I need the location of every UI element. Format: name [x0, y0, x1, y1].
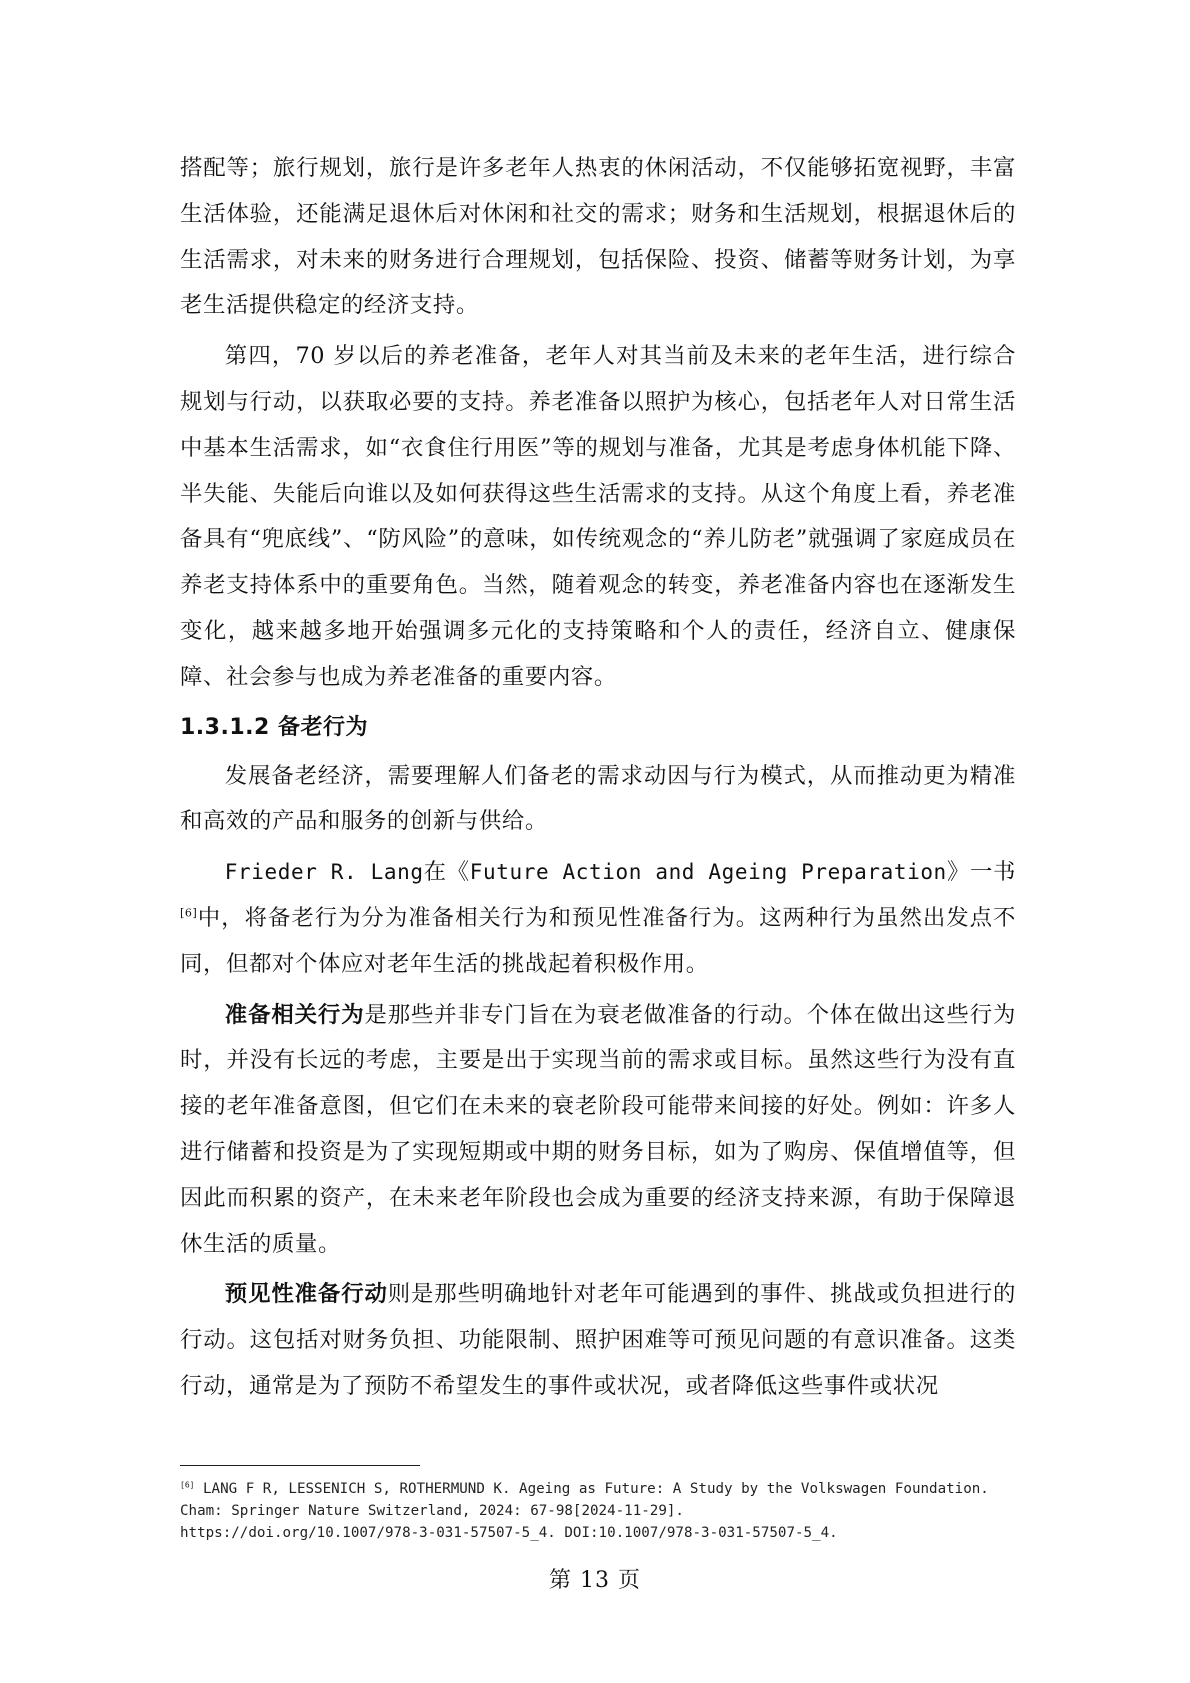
- bold-term: 准备相关行为: [224, 1001, 365, 1028]
- footnote-reference[interactable]: [6]: [180, 906, 198, 920]
- book-close-quote: 》一书: [946, 859, 1016, 886]
- body-text: [180, 146, 1016, 1415]
- book-title: Future Action and Ageing Preparation: [469, 860, 947, 885]
- paragraph-preparation-related-behavior: [180, 993, 1016, 1268]
- footnote-divider: [180, 1465, 420, 1466]
- footnote: [180, 1478, 1020, 1544]
- author-name: Frieder R. Lang: [224, 860, 424, 885]
- page-number: 第 13 页: [549, 1568, 641, 1593]
- footnote-line: Cham: Springer Nature Switzerland, 2024: 67-98[2024-11-29].: [180, 1503, 684, 1519]
- paragraph-lang-citation: [180, 850, 1016, 987]
- section-heading: 1.3.1.2 备老行为: [180, 714, 368, 740]
- footnote-marker: [6]: [180, 1480, 195, 1490]
- book-open-quote: 在《: [423, 859, 470, 886]
- footnote-line: [180, 1478, 1020, 1500]
- bold-term: 预见性准备行动: [224, 1281, 388, 1308]
- paragraph-travel-finance-planning: [180, 146, 1016, 329]
- footnote-doi-link[interactable]: https://doi.org/10.1007/978-3-031-57507-5_4. DOI:10.1007/978-3-031-57507-5_4.: [180, 1525, 838, 1541]
- paragraph-text: 第四，70 岁以后的养老准备，老年人对其当前及未来的老年生活，进行综合规划与行动，以获取必要的支持。养老准备以照护为核心，包括老年人对日常生活中基本生活需求，如“衣食住行用医”等的规划与准备，尤其是考虑身体机能下降、半失能、失能后向谁以及如何获得这些生活需求的支持。从这个角度上看，养老准备具有“兜底线”、“防风险”的意味，如传统观念的“养儿防老”就强调了家庭成员在养老支持体系中的重要角色。当然，随着观念的转变，养老准备内容也在逐渐发生变化，越来越多地开始强调多元化的支持策略和个人的责任，经济自立、健康保障、社会参与也成为养老准备的重要内容。: [180, 343, 1016, 690]
- paragraph-text: 搭配等；旅行规划，旅行是许多老年人热衷的休闲活动，不仅能够拓宽视野，丰富生活体验，还能满足退休后对休闲和社交的需求；财务和生活规划，根据退休后的生活需求，对未来的财务进行合理规划，包括保险、投资、储蓄等财务计划，为享老生活提供稳定的经济支持。: [180, 155, 1016, 319]
- paragraph-text: 中，将备老行为分为准备相关行为和预见性准备行为。这两种行为虽然出发点不同，但都对个体应对老年生活的挑战起着积极作用。: [180, 904, 1016, 977]
- footnote-text: LANG F R, LESSENICH S, ROTHERMUND K. Ageing as Future: A Study by the Volkswagen Foundation.: [194, 1481, 989, 1497]
- paragraph-anticipatory-preparation: [180, 1272, 1016, 1409]
- paragraph-text: 发展备老经济，需要理解人们备老的需求动因与行为模式，从而推动更为精准和高效的产品和服务的创新与供给。: [180, 762, 1016, 835]
- paragraph-text: 则是那些明确地针对老年可能遇到的事件、挑战或负担进行的行动。这包括对财务负担、功能限制、照护困难等可预见问题的有意识准备。这类行动，通常是为了预防不希望发生的事件或状况，或者降低这些事件或状况: [180, 1281, 1016, 1399]
- paragraph-pre-aging-economy: [180, 754, 1016, 846]
- paragraph-text: 是那些并非专门旨在为衰老做准备的行动。个体在做出这些行为时，并没有长远的考虑，主要是出于实现当前的需求或目标。虽然这些行为没有直接的老年准备意图，但它们在未来的衰老阶段可能带来间接的好处。例如：许多人进行储蓄和投资是为了实现短期或中期的财务目标，如为了购房、保值增值等，但因此而积累的资产，在未来老年阶段也会成为重要的经济支持来源，有助于保障退休生活的质量。: [180, 1001, 1016, 1257]
- paragraph-after-70-preparation: [180, 334, 1016, 700]
